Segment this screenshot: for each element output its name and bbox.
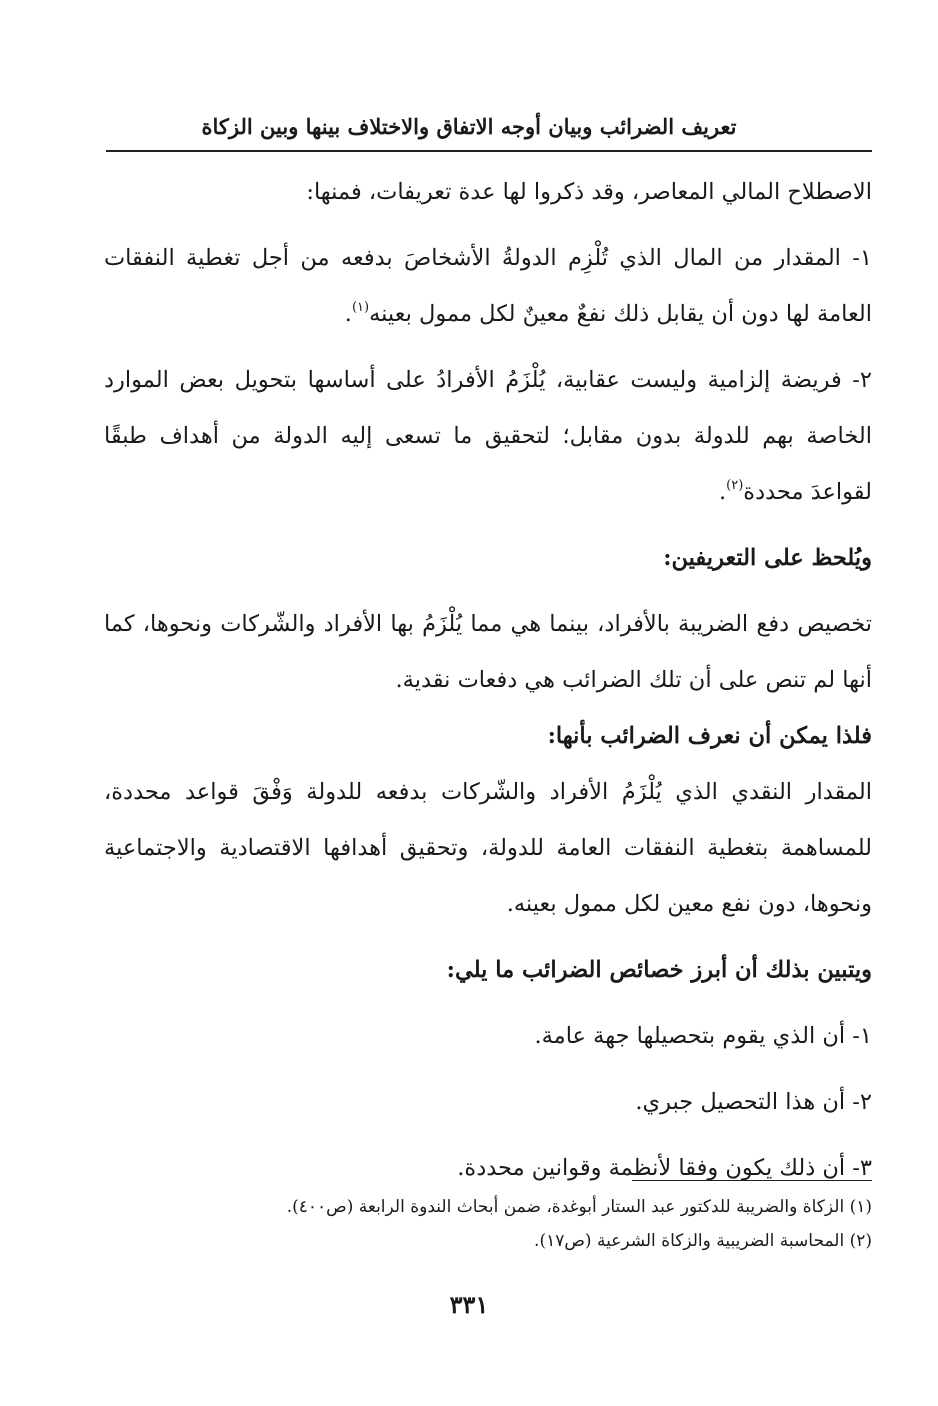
running-header: تعريف الضرائب وبيان أوجه الاتفاق والاختلاف بينها وبين الزكاة — [201, 114, 737, 139]
intro-paragraph: الاصطلاح المالي المعاصر، وقد ذكروا لها عدة تعريفات، فمنها: — [306, 179, 872, 205]
proposed-definition: المقدار النقدي الذي يُلْزَمُ الأفراد والشّركات بدفعه للدولة وَفْقَ قواعد محددة، للمساهمة بتغطية النفقات العامة للدولة، وتحقيق أهدافها الاقتصادية والاجتماعية ونحوها، دون نفع معين لكل ممول بعينه. — [104, 779, 872, 917]
definition-1 — [104, 230, 872, 342]
proposed-definition-heading: فلذا يمكن أن نعرف الضرائب بأنها: — [547, 723, 872, 749]
definition-2 — [104, 352, 872, 520]
definition-1-text: ١- المقدار من المال الذي تُلْزِم الدولةُ الأشخاصَ بدفعه من أجل تغطية النفقات العامة لها دون أن يقابل ذلك نفعٌ معينٌ لكل ممول بعينه — [104, 245, 872, 327]
page-number: ٣٣١ — [449, 1290, 489, 1319]
feature-item: ٢- أن هذا التحصيل جبري. — [635, 1089, 872, 1115]
features-heading: ويتبين بذلك أن أبرز خصائص الضرائب ما يلي: — [446, 957, 872, 983]
footnote-2: (٢) المحاسبة الضريبية والزكاة الشرعية (ص١٧). — [534, 1231, 872, 1251]
footnote-divider — [632, 1180, 872, 1181]
definition-2-end: . — [719, 479, 727, 505]
header-divider — [106, 150, 872, 152]
footnote-ref-1[interactable]: (١) — [351, 300, 370, 315]
feature-item: ١- أن الذي يقوم بتحصيلها جهة عامة. — [534, 1023, 872, 1049]
note-paragraph: تخصيص دفع الضريبة بالأفراد، بينما هي مما يُلْزَمُ بها الأفراد والشّركات ونحوها، كما أنها لم تنص على أن تلك الضرائب هي دفعات نقدية. — [104, 611, 872, 693]
footnote-1: (١) الزكاة والضريبة للدكتور عبد الستار أبوغدة، ضمن أبحاث الندوة الرابعة (ص٤٠٠). — [286, 1197, 872, 1217]
feature-item: ٣- أن ذلك يكون وفقا لأنظمة وقوانين محددة. — [457, 1155, 872, 1181]
definition-1-end: . — [344, 301, 352, 327]
definition-2-text: ٢- فريضة إلزامية وليست عقابية، يُلْزَمُ الأفرادُ على أساسها بتحويل بعض الموارد الخاصة بهم للدولة بدون مقابل؛ لتحقيق ما تسعى إليه الدولة من أهداف طبقًا لقواعدَ محددة — [104, 367, 872, 505]
footnote-ref-2[interactable]: (٢) — [726, 478, 744, 493]
footnotes — [104, 1190, 872, 1258]
main-text — [104, 164, 872, 1196]
note-heading: ويُلحظ على التعريفين: — [663, 545, 872, 571]
